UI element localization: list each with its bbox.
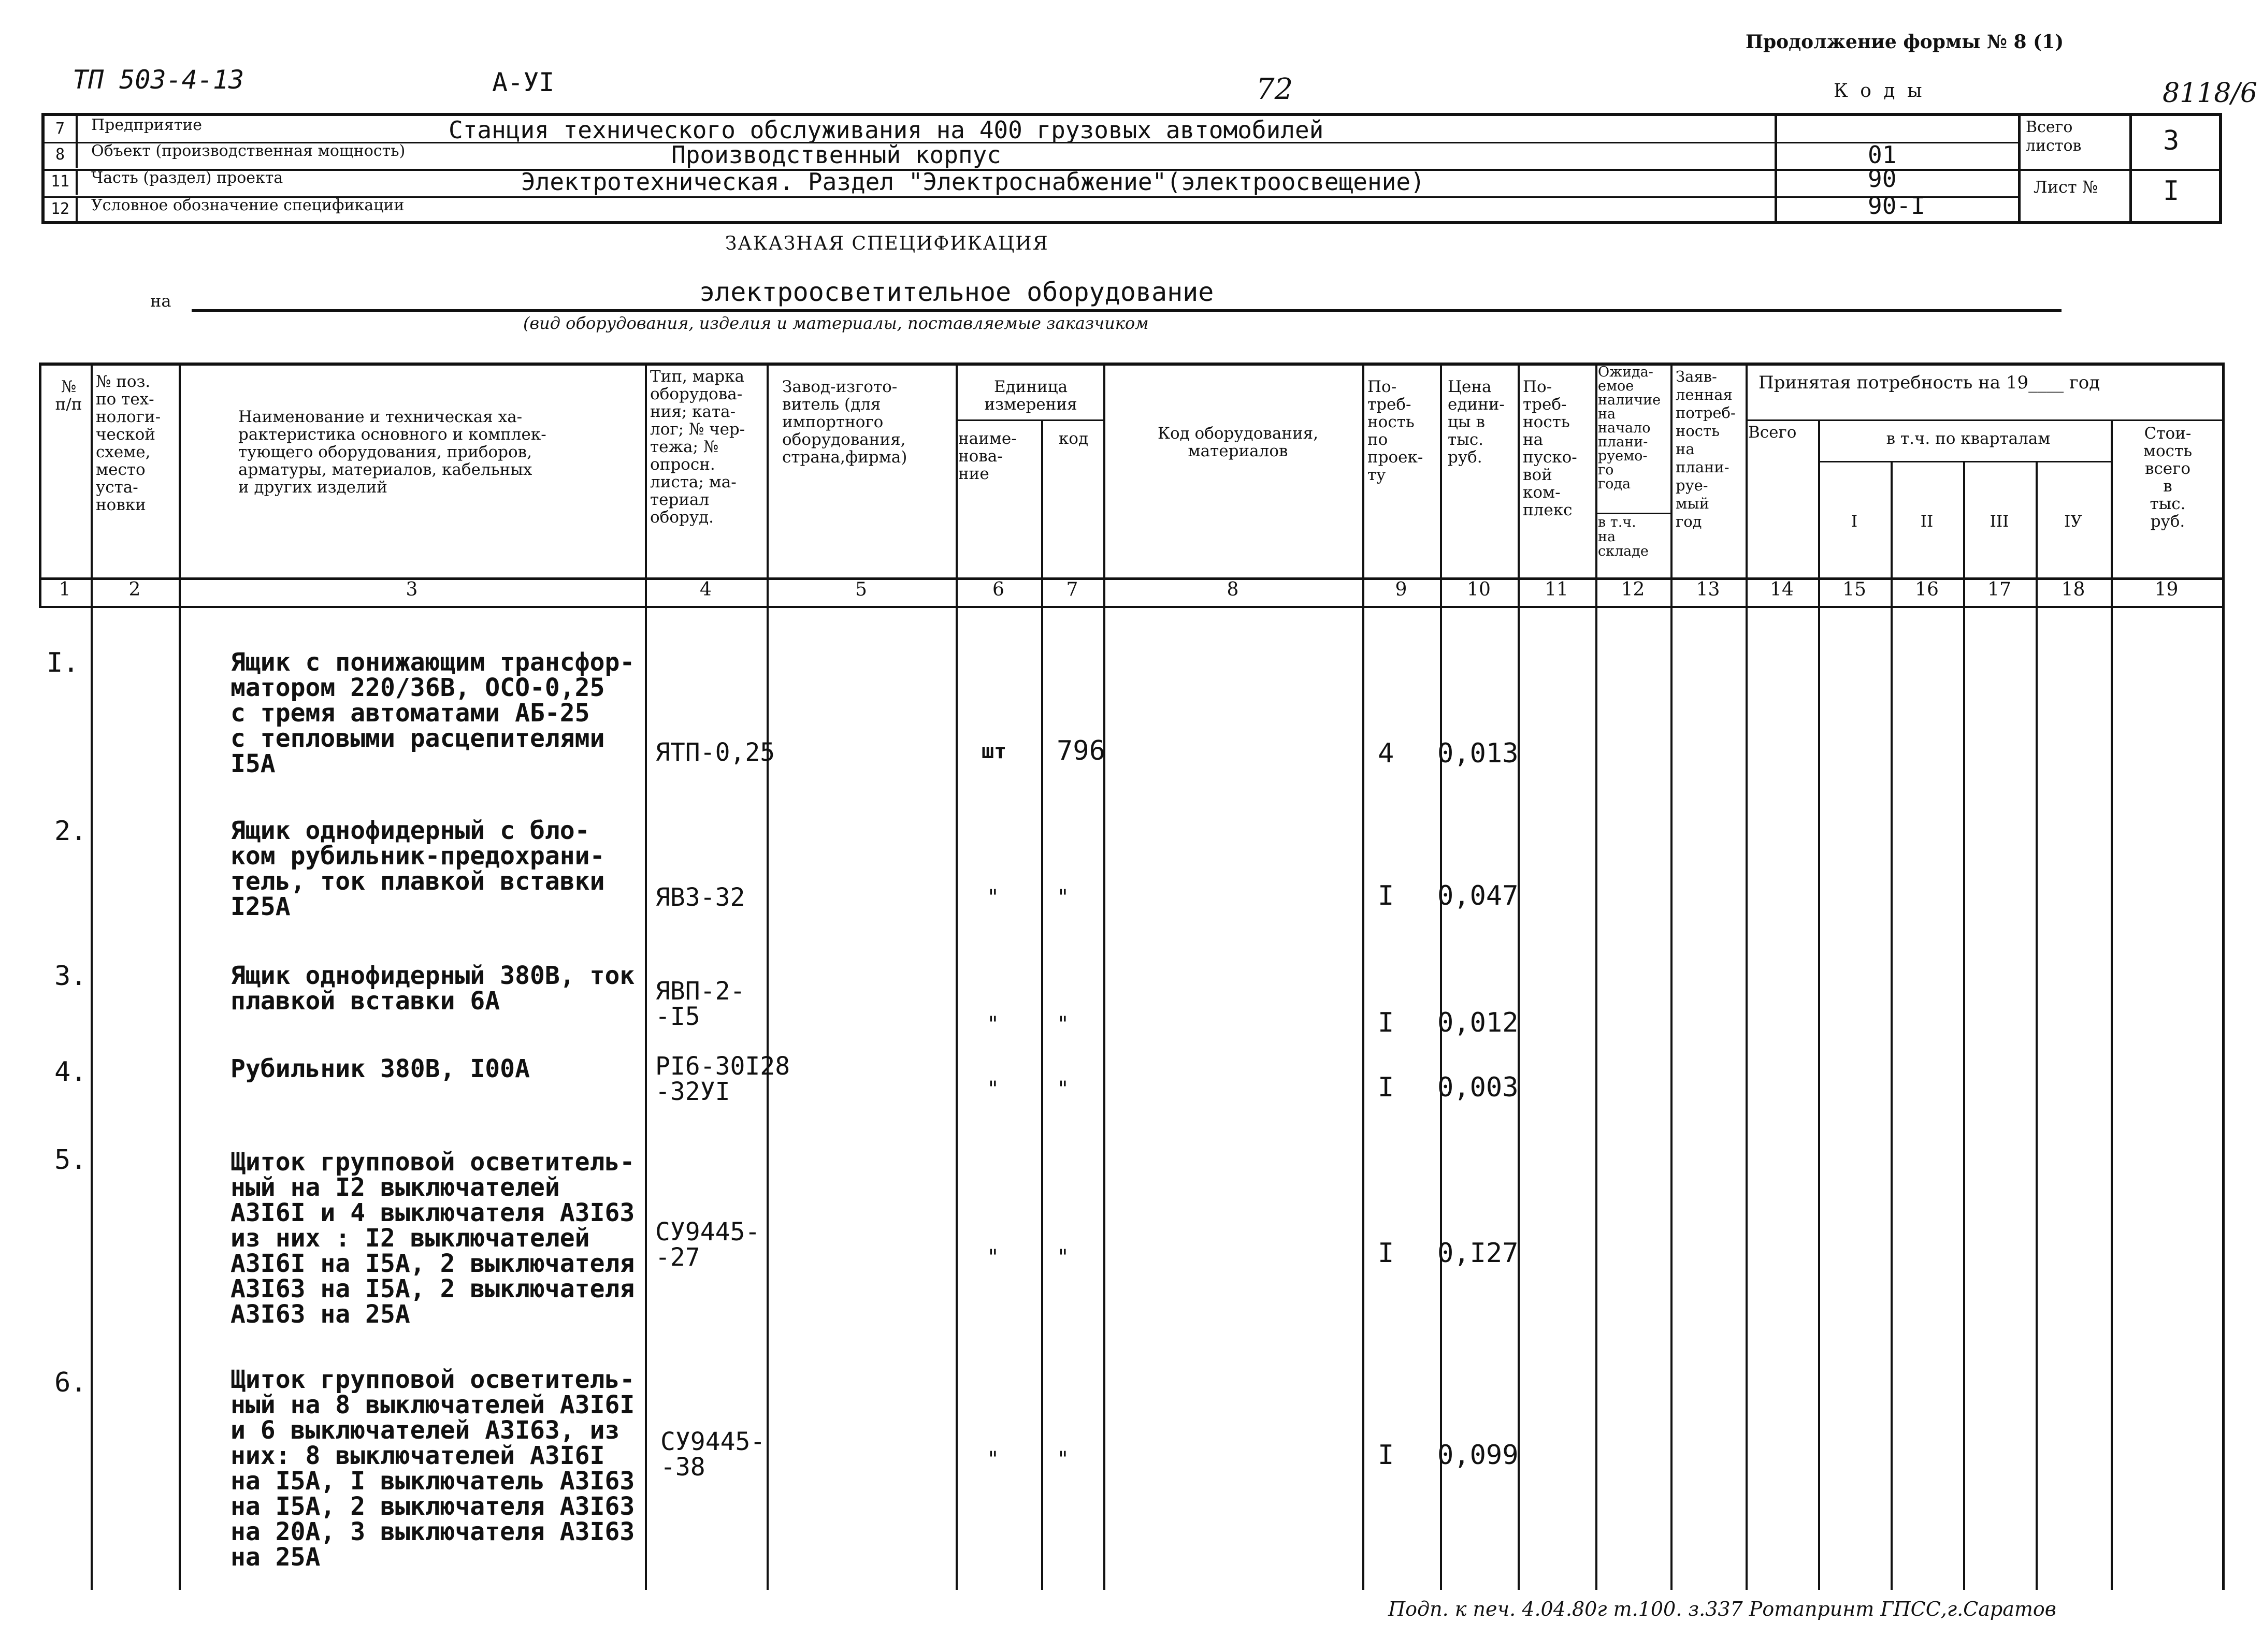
- total-sheets-value: 3: [2163, 125, 2180, 156]
- col-header-accepted-need: Принятая потребность на 19____ год: [1758, 372, 2100, 393]
- column-number: 13: [1696, 579, 1720, 600]
- title-block-line: [1775, 116, 1777, 222]
- item-name: Щиток групповой осветитель- ный на 8 выключателей А3I6I и 6 выключателей А3I63, из них: 8 выключателей А3I6I на I5А, I выключатель А3I63 на I5А, 2 выключателя А3I63 на 20А, 3 выключателя А3I63 на 25А: [230, 1365, 635, 1572]
- item-type: СУ9445- -27: [655, 1218, 760, 1272]
- enterprise-name: Станция технического обслуживания на 400 грузовых автомобилей: [449, 116, 1324, 144]
- column-number: 12: [1621, 579, 1645, 600]
- column-line: [956, 363, 958, 1590]
- archive-number: 8118/6: [2163, 78, 2257, 109]
- object-code: 01: [1868, 141, 1897, 169]
- item-unit-code: ": [1057, 886, 1070, 909]
- project-part: Электротехническая. Раздел "Электроснабжение"(электроосвещение): [521, 168, 1425, 196]
- spec-subject-underline: [192, 309, 2062, 312]
- row-number: 8: [45, 142, 78, 168]
- column-number: 16: [1915, 579, 1939, 600]
- item-type: ЯВЗ-32: [655, 883, 745, 912]
- col-header-unit-name: наиме- нова- ние: [958, 429, 1017, 483]
- item-price: 0,099: [1437, 1440, 1519, 1471]
- item-unit-code: ": [1057, 1447, 1070, 1471]
- row-index: I.: [47, 647, 79, 678]
- title-row-object: [45, 142, 1775, 168]
- column-line: [1891, 461, 1893, 1590]
- item-type: РI6-30I28 -32УI: [655, 1052, 790, 1106]
- column-line: [767, 363, 769, 1590]
- column-number: 3: [406, 579, 418, 600]
- item-unit-code: ": [1057, 1245, 1070, 1269]
- spec-subject-caption: (вид оборудования, изделия и материалы, поставляемые заказчиком: [523, 313, 1149, 333]
- item-quantity: I: [1378, 1238, 1394, 1269]
- title-block: [41, 113, 2222, 224]
- col-header-total: Всего: [1748, 423, 1797, 442]
- album-label: А-УI: [492, 67, 555, 97]
- item-unit: ": [987, 1012, 1000, 1036]
- spec-title: ЗАКАЗНАЯ СПЕЦИФИКАЦИЯ: [725, 233, 1049, 254]
- item-unit: шт: [982, 740, 1007, 763]
- table-border: [39, 606, 2225, 608]
- header-subline: [1818, 461, 2111, 462]
- column-number: 7: [1066, 579, 1078, 600]
- row-index: 6.: [54, 1367, 87, 1398]
- title-row-enterprise: [45, 116, 1775, 142]
- column-number: 9: [1395, 579, 1407, 600]
- item-quantity: I: [1378, 1072, 1394, 1103]
- item-price: 0,013: [1437, 738, 1519, 769]
- item-price: 0,003: [1437, 1072, 1519, 1103]
- table-border: [39, 363, 2225, 366]
- item-unit: ": [987, 1245, 1000, 1269]
- row-index: 5.: [54, 1144, 87, 1176]
- col-header-equipment-code: Код оборудования, материалов: [1157, 424, 1319, 460]
- column-line: [645, 363, 647, 1590]
- codes-label: К о д ы: [1834, 80, 1925, 102]
- print-info: Подп. к печ. 4.04.80г т.100. з.337 Ротапринт ГПСС,г.Саратов: [1388, 1598, 2056, 1620]
- col-header-unit-code: код: [1058, 429, 1089, 448]
- col-header-total-cost: Стои- мость всего в тыс. руб.: [2143, 424, 2193, 531]
- item-quantity: I: [1378, 1007, 1394, 1038]
- row-index: 2.: [54, 816, 87, 847]
- item-unit-code: 796: [1057, 735, 1105, 766]
- title-block-line: [2129, 116, 2132, 222]
- item-price: 0,012: [1437, 1007, 1519, 1038]
- page-number: 72: [1256, 73, 1293, 106]
- item-type: СУ9445- -38: [660, 1427, 766, 1482]
- row-number: 7: [45, 116, 78, 142]
- col-header-quarter-4: IУ: [2064, 512, 2082, 531]
- column-number: 4: [700, 579, 712, 600]
- header-subline: [956, 419, 1103, 421]
- column-number: 15: [1842, 579, 1866, 600]
- row-index: 3.: [54, 961, 87, 992]
- item-quantity: I: [1378, 880, 1394, 911]
- item-name: Рубильник 380В, I00А: [230, 1054, 530, 1083]
- column-number: 17: [1987, 579, 2011, 600]
- object-name: Производственный корпус: [671, 141, 1001, 169]
- title-row-designation: [45, 196, 1775, 222]
- item-quantity: 4: [1378, 738, 1394, 769]
- column-line: [179, 363, 181, 1590]
- row-label: Предприятие: [91, 116, 203, 134]
- column-line: [91, 363, 93, 1590]
- col-header-position: № поз. по тех- нологи- ческой схеме, место уста- новки: [96, 372, 161, 514]
- row-label: Объект (производственная мощность): [91, 142, 406, 160]
- column-line: [1440, 363, 1442, 1590]
- column-number: 1: [59, 579, 71, 600]
- item-type: ЯВП-2- -I5: [655, 977, 745, 1031]
- item-unit-code: ": [1057, 1077, 1070, 1101]
- column-number: 5: [855, 579, 867, 600]
- col-header-name: Наименование и техническая ха- рактеристика основного и комплек- тующего оборудования, приборов, арматуры, материалов, кабельных и других изделий: [238, 408, 546, 497]
- column-line: [1362, 363, 1364, 1590]
- row-label: Условное обозначение спецификации: [91, 196, 405, 214]
- table-border: [39, 363, 41, 606]
- part-code: 90: [1868, 165, 1897, 193]
- title-row-part: [45, 169, 1775, 195]
- item-type: ЯТП-0,25: [655, 738, 775, 767]
- column-number: 18: [2061, 579, 2085, 600]
- col-header-row-number: № п/п: [55, 378, 82, 414]
- col-header-startup-need: По- треб- ность на пуско- вой ком- плекс: [1523, 378, 1577, 519]
- col-header-manufacturer: Завод-изгото- витель (для импортного оборудования, страна,фирма): [782, 378, 907, 467]
- col-header-quarter-1: I: [1851, 512, 1858, 531]
- column-number: 19: [2154, 579, 2179, 600]
- item-price: 0,047: [1437, 880, 1519, 911]
- column-number: 2: [128, 579, 141, 600]
- sheet-value: I: [2163, 176, 2180, 207]
- column-number: 8: [1227, 579, 1239, 600]
- item-unit: ": [987, 1447, 1000, 1471]
- item-unit: ": [987, 1077, 1000, 1101]
- item-price: 0,I27: [1437, 1238, 1519, 1269]
- column-line: [2222, 363, 2225, 1590]
- spec-on-label: на: [150, 291, 171, 311]
- col-header-quarters: в т.ч. по кварталам: [1886, 429, 2051, 448]
- item-quantity: I: [1378, 1440, 1394, 1471]
- col-header-quarter-2: II: [1920, 512, 1934, 531]
- col-header-type: Тип, марка оборудова- ния; ката- лог; № чер- тежа; № опросн. листа; ма- териал оборуд.: [650, 367, 745, 527]
- form-continuation: Продолжение формы № 8 (1): [1746, 31, 2064, 53]
- title-block-line: [2018, 116, 2021, 222]
- item-name: Ящик с понижающим трансфор- матором 220/36В, ОСО-0,25 с тремя автоматами АБ-25 с тепловыми расцепителями I5А: [230, 648, 635, 778]
- sheet-label: Лист №: [2034, 177, 2098, 197]
- column-line: [2036, 461, 2038, 1590]
- designation-code: 90-I: [1868, 192, 1925, 220]
- item-unit: ": [987, 886, 1000, 909]
- row-index: 4.: [54, 1056, 87, 1088]
- column-line: [1103, 363, 1105, 1590]
- item-name: Ящик однофидерный 380В, ток плавкой вставки 6А: [230, 961, 635, 1016]
- column-line: [1746, 363, 1748, 1590]
- row-number: 12: [45, 196, 78, 222]
- spec-subject: электроосветительное оборудование: [699, 277, 1214, 307]
- column-line: [1963, 461, 1965, 1590]
- column-number: 14: [1770, 579, 1794, 600]
- column-number: 10: [1467, 579, 1491, 600]
- col-header-declared-need: Заяв- ленная потреб- ность на плани- руе- мый год: [1676, 368, 1736, 530]
- header-subline: [1746, 419, 2222, 421]
- column-number: 6: [992, 579, 1004, 600]
- column-number: 11: [1545, 579, 1568, 600]
- column-line: [1518, 363, 1520, 1590]
- item-name: Ящик однофидерный с бло- ком рубильник-предохрани- тель, ток плавкой вставки I25А: [230, 816, 605, 921]
- column-line: [1595, 363, 1597, 1590]
- col-header-project-need: По- треб- ность по проек- ту: [1367, 378, 1423, 484]
- doc-code: ТП 503-4-13: [73, 65, 244, 95]
- item-name: Щиток групповой осветитель- ный на I2 выключателей А3I6I и 4 выключателя А3I63 из них : I2 выключателей А3I6I на I5А, 2 выключателя А3I63 на I5А, 2 выключателя А3I63 на 25А: [230, 1148, 635, 1329]
- column-line: [1670, 363, 1673, 1590]
- col-header-unit-group: Единица измерения: [984, 378, 1077, 414]
- col-header-unit-price: Цена едини- цы в тыс. руб.: [1448, 378, 1505, 467]
- col-header-quarter-3: III: [1990, 512, 2009, 531]
- col-header-expected-stock: Ожида- емое наличие на начало плани- руемо- го года: [1598, 364, 1661, 492]
- total-sheets-label: Всего листов: [2026, 118, 2082, 155]
- item-unit-code: ": [1057, 1012, 1070, 1036]
- col-header-in-warehouse: в т.ч. на складе: [1598, 514, 1649, 559]
- row-number: 11: [45, 169, 78, 195]
- row-label: Часть (раздел) проекта: [91, 169, 283, 187]
